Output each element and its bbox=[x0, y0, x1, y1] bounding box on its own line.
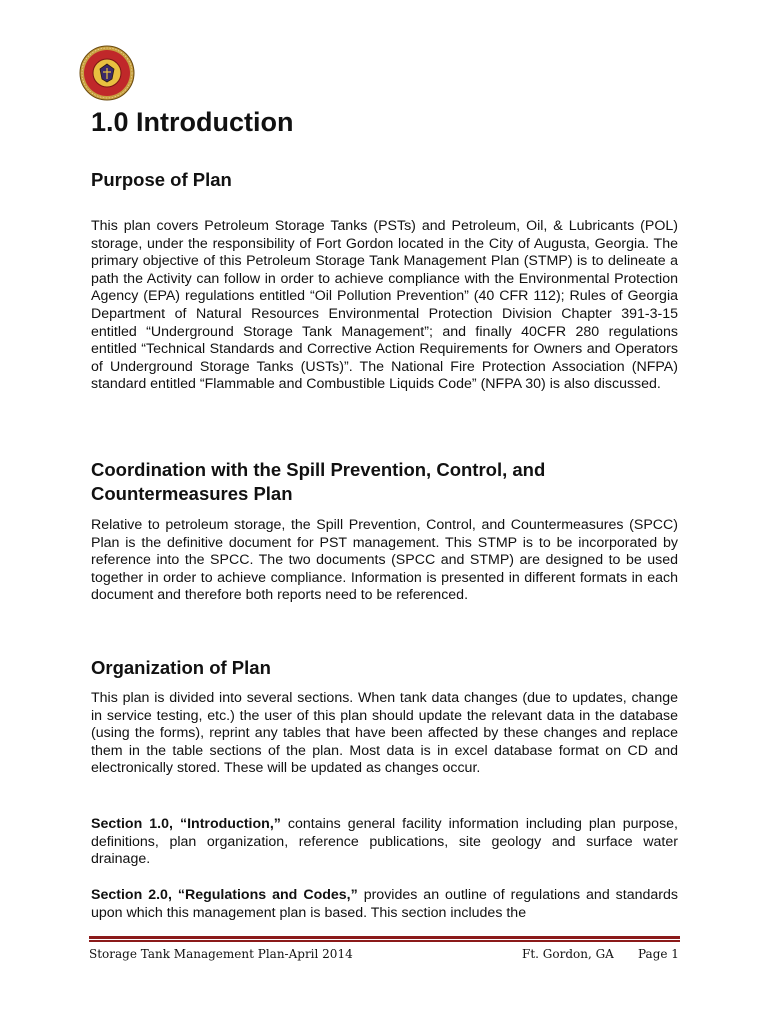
paragraph-coordination: Relative to petroleum storage, the Spill Prevention, Control, and Countermeasures (SPCC) Plan is the definitive document for PST management. This STMP is to be incorporated by reference into the SPCC. The two documents (SPCC and STMP) are designed to be used together in order to achieve compliance. Information is presented in different formats in each document and therefore both reports need to be referenced. bbox=[91, 517, 678, 604]
footer-divider-thick bbox=[89, 936, 680, 939]
heading-purpose: Purpose of Plan bbox=[91, 169, 232, 190]
heading-coordination bbox=[91, 458, 545, 506]
heading-coordination-line1: Coordination with the Spill Prevention, Control, and bbox=[91, 459, 546, 480]
paragraph-organization: This plan is divided into several sections. When tank data changes (due to updates, change in service testing, etc.) the user of this plan should update the relevant data in the database (using the forms), reprint any tables that have been affected by these changes and replace them in the table sections of the plan. Most data is in excel database format on CD and electronically stored. These will be updated as changes occur. bbox=[91, 690, 678, 777]
heading-organization: Organization of Plan bbox=[91, 657, 271, 678]
section-1-text: contains general facility information including plan purpose, definitions, plan organization, reference publications, site geology and surface water drainage. bbox=[91, 816, 678, 868]
paragraph-section-2 bbox=[91, 887, 678, 922]
section-1-label: Section 1.0, “Introduction,” bbox=[91, 816, 281, 832]
page-title: 1.0 Introduction bbox=[91, 107, 294, 137]
footer-divider bbox=[89, 936, 680, 943]
section-2-label: Section 2.0, “Regulations and Codes,” bbox=[91, 887, 358, 903]
section-2-text: provides an outline of regulations and standards upon which this management plan is based. This section includes the bbox=[91, 887, 678, 921]
heading-coordination-line2: Countermeasures Plan bbox=[91, 483, 293, 504]
seal-emblem-icon bbox=[79, 45, 135, 101]
paragraph-purpose: This plan covers Petroleum Storage Tanks (PSTs) and Petroleum, Oil, & Lubricants (POL) storage, under the responsibility of Fort Gordon located in the City of Augusta, Georgia. The primary objective of this Petroleum Storage Tank Management Plan (STMP) is to delineate a path the Activity can follow in order to achieve compliance with the Environmental Protection Agency (EPA) regulations entitled “Oil Pollution Prevention” (40 CFR 112); Rules of Georgia Department of Natural Resources Environmental Protection Division Chapter 391-3-15 entitled “Underground Storage Tank Management”; and finally 40CFR 280 regulations entitled “Technical Standards and Corrective Action Requirements for Owners and Operators of Underground Storage Tanks (USTs)”. The National Fire Protection Association (NFPA) standard entitled “Flammable and Combustible Liquids Code” (NFPA 30) is also discussed. bbox=[91, 218, 678, 393]
footer-divider-thin bbox=[89, 940, 680, 942]
footer-location: Ft. Gordon, GA bbox=[522, 947, 614, 961]
footer-document-title: Storage Tank Management Plan-April 2014 bbox=[89, 947, 353, 961]
paragraph-section-1 bbox=[91, 816, 678, 869]
footer-page-number: Page 1 bbox=[638, 947, 679, 961]
